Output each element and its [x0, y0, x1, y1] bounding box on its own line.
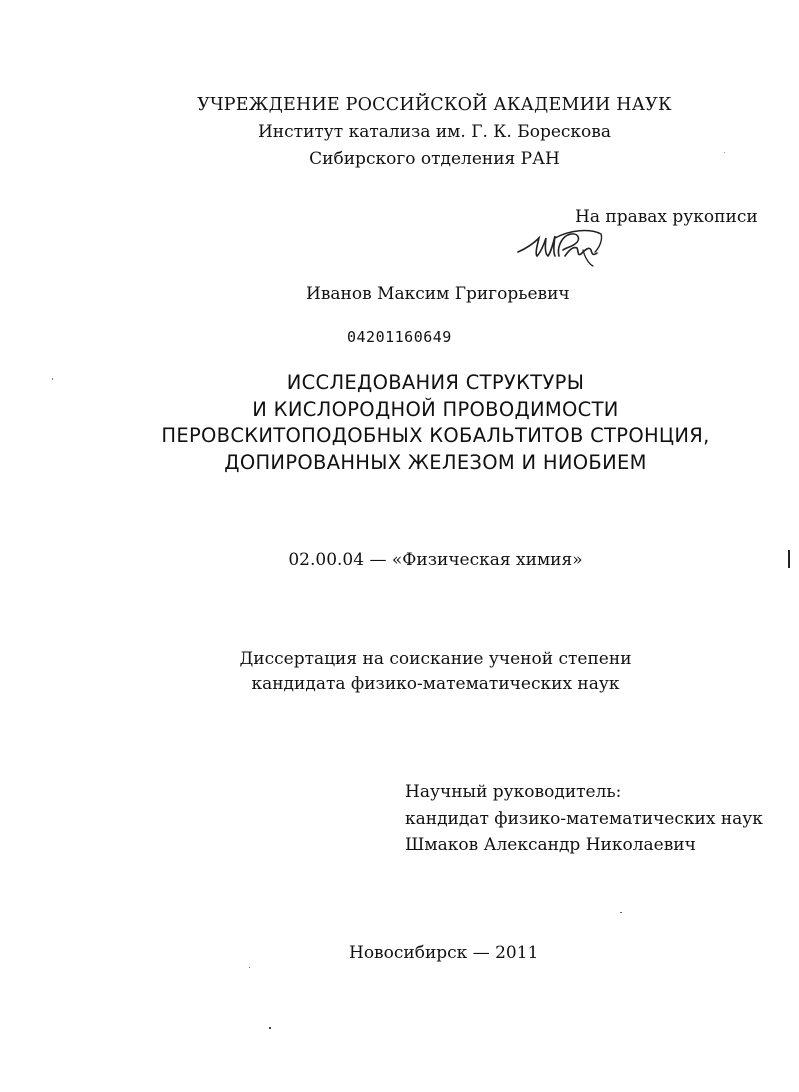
- institution-title: УЧРЕЖДЕНИЕ РОССИЙСКОЙ АКАДЕМИИ НАУК: [197, 95, 672, 115]
- supervisor-name: Шмаков Александр Николаевич: [405, 835, 696, 855]
- scan-speck-2: [724, 152, 725, 153]
- institute-name: Институт катализа им. Г. К. Борескова: [257, 122, 611, 142]
- dissertation-line-1: Диссертация на соискание ученой степени: [239, 649, 632, 669]
- supervisor-degree: кандидат физико-математических наук: [405, 809, 763, 829]
- title-line-1: ИССЛЕДОВАНИЯ СТРУКТУРЫ: [286, 371, 585, 394]
- signature: [515, 226, 605, 270]
- institute-branch: Сибирского отделения РАН: [309, 149, 560, 169]
- title-line-3: ПЕРОВСКИТОПОДОБНЫХ КОБАЛЬТИТОВ СТРОНЦИЯ,: [161, 424, 710, 447]
- author-name: Иванов Максим Григорьевич: [306, 284, 570, 304]
- specialty-code: 02.00.04 — «Физическая химия»: [288, 550, 583, 570]
- scan-speck-1: [52, 378, 53, 380]
- registration-number: 04201160649: [347, 328, 452, 346]
- supervisor-label: Научный руководитель:: [405, 782, 622, 802]
- city-year: Новосибирск — 2011: [349, 943, 539, 963]
- title-line-2: И КИСЛОРОДНОЙ ПРОВОДИМОСТИ: [252, 398, 619, 421]
- scan-speck-4: [249, 967, 250, 968]
- rights-note: На правах рукописи: [575, 207, 758, 227]
- dissertation-line-2: кандидата физико-математических наук: [251, 674, 620, 694]
- scan-speck-5: [269, 1027, 271, 1029]
- title-line-4: ДОПИРОВАННЫХ ЖЕЛЕЗОМ И НИОБИЕМ: [224, 451, 647, 474]
- scan-mark-right: [788, 550, 790, 568]
- scan-speck-3: [620, 912, 622, 913]
